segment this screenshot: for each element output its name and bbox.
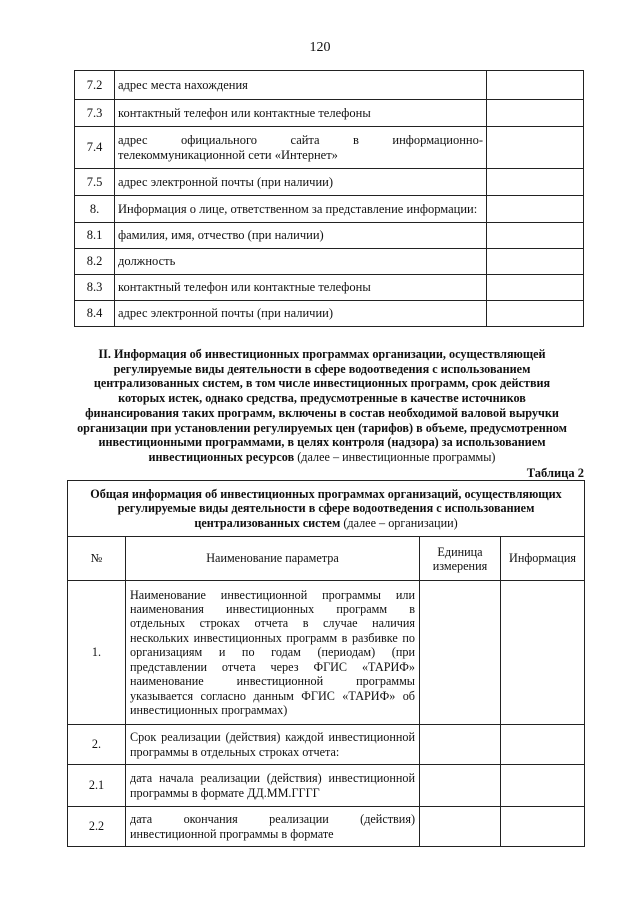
row-number: 7.2 [75, 71, 115, 100]
row-description: фамилия, имя, отчество (при наличии) [115, 223, 487, 249]
row-parameter: дата окончания реализации (действия) инвестиционной программы в формате [126, 807, 420, 847]
row-info-cell [501, 807, 585, 847]
row-info-cell [501, 725, 585, 765]
table-row [75, 127, 584, 169]
table-caption [68, 481, 585, 537]
table-investment-programs [67, 480, 585, 847]
section-heading [70, 347, 574, 465]
row-number: 8.3 [75, 275, 115, 301]
table-caption-note: (далее – организации) [340, 515, 458, 530]
row-description: должность [115, 249, 487, 275]
table-row [75, 196, 584, 223]
row-number: 2. [68, 725, 126, 765]
row-info-cell [487, 100, 584, 127]
row-unit-cell [420, 725, 501, 765]
table-row [68, 807, 585, 847]
header-number: № [68, 537, 126, 581]
table-row [75, 100, 584, 127]
row-description: Информация о лице, ответственном за представление информации: [115, 196, 487, 223]
row-parameter: Срок реализации (действия) каждой инвестиционной программы в отдельных строках отчета: [126, 725, 420, 765]
row-unit-cell [420, 581, 501, 725]
section-heading-note: (далее – инвестиционные программы) [294, 449, 496, 464]
row-description: контактный телефон или контактные телефоны [115, 275, 487, 301]
row-info-cell [487, 127, 584, 169]
row-number: 8.2 [75, 249, 115, 275]
row-description: контактный телефон или контактные телефоны [115, 100, 487, 127]
row-description: адрес электронной почты (при наличии) [115, 301, 487, 327]
row-info-cell [487, 196, 584, 223]
row-number: 1. [68, 581, 126, 725]
row-info-cell [487, 249, 584, 275]
row-number: 2.2 [68, 807, 126, 847]
row-number: 8.1 [75, 223, 115, 249]
row-info-cell [487, 169, 584, 196]
page-number: 120 [309, 40, 331, 55]
row-info-cell [487, 301, 584, 327]
table-contacts [74, 70, 584, 327]
table-row [75, 223, 584, 249]
table-row [68, 725, 585, 765]
row-info-cell [501, 765, 585, 807]
table-row [75, 275, 584, 301]
row-info-cell [487, 71, 584, 100]
row-unit-cell [420, 807, 501, 847]
table-header-row [68, 537, 585, 581]
row-description: адрес официального сайта в информационно-телекоммуникационной сети «Интернет» [115, 127, 487, 169]
header-information: Информация [501, 537, 585, 581]
row-description: адрес места нахождения [115, 71, 487, 100]
row-description: адрес электронной почты (при наличии) [115, 169, 487, 196]
row-number: 8.4 [75, 301, 115, 327]
row-number: 2.1 [68, 765, 126, 807]
table-row [75, 71, 584, 100]
table-caption-bold: Общая информация об инвестиционных программах организаций, осуществляющих регулируемые виды деятельности в сфере водоотведения с использованием централизованных систем [90, 486, 562, 530]
table-row [75, 249, 584, 275]
row-parameter: Наименование инвестиционной программы или наименования инвестиционных программ в отдельных строках отчета в случае наличия нескольких инвестиционных программ в разбивке по организациям и по годам (периодам) (при представлении отчета через ФГИС «ТАРИФ» наименование инвестиционной программы указывается согласно данным ФГИС «ТАРИФ» об инвестиционных программах) [126, 581, 420, 725]
table-row [75, 169, 584, 196]
header-unit: Единица измерения [420, 537, 501, 581]
row-info-cell [501, 581, 585, 725]
table-row [75, 301, 584, 327]
table-row [68, 765, 585, 807]
row-number: 7.5 [75, 169, 115, 196]
row-number: 7.4 [75, 127, 115, 169]
row-info-cell [487, 275, 584, 301]
row-unit-cell [420, 765, 501, 807]
row-info-cell [487, 223, 584, 249]
row-number: 7.3 [75, 100, 115, 127]
table-label: Таблица 2 [526, 466, 584, 480]
section-heading-bold: II. Информация об инвестиционных программах организации, осуществляющей регулируемые виды деятельности в сфере водоотведения с использованием централизованных систем, в том числе инвестиционных программ, срок действия которых истек, однако средства, предусмотренные в качестве источников финансирования таких программ, включены в состав необходимой валовой выручки организации при установлении регулируемых цен (тарифов) в объеме, предусмотренном инвестиционными программами, в целях контроля (надзора) за использованием инвестиционных ресурсов [77, 347, 567, 464]
table-caption-row [68, 481, 585, 537]
row-number: 8. [75, 196, 115, 223]
row-parameter: дата начала реализации (действия) инвестиционной программы в формате ДД.ММ.ГГГГ [126, 765, 420, 807]
header-parameter-name: Наименование параметра [126, 537, 420, 581]
table-row [68, 581, 585, 725]
